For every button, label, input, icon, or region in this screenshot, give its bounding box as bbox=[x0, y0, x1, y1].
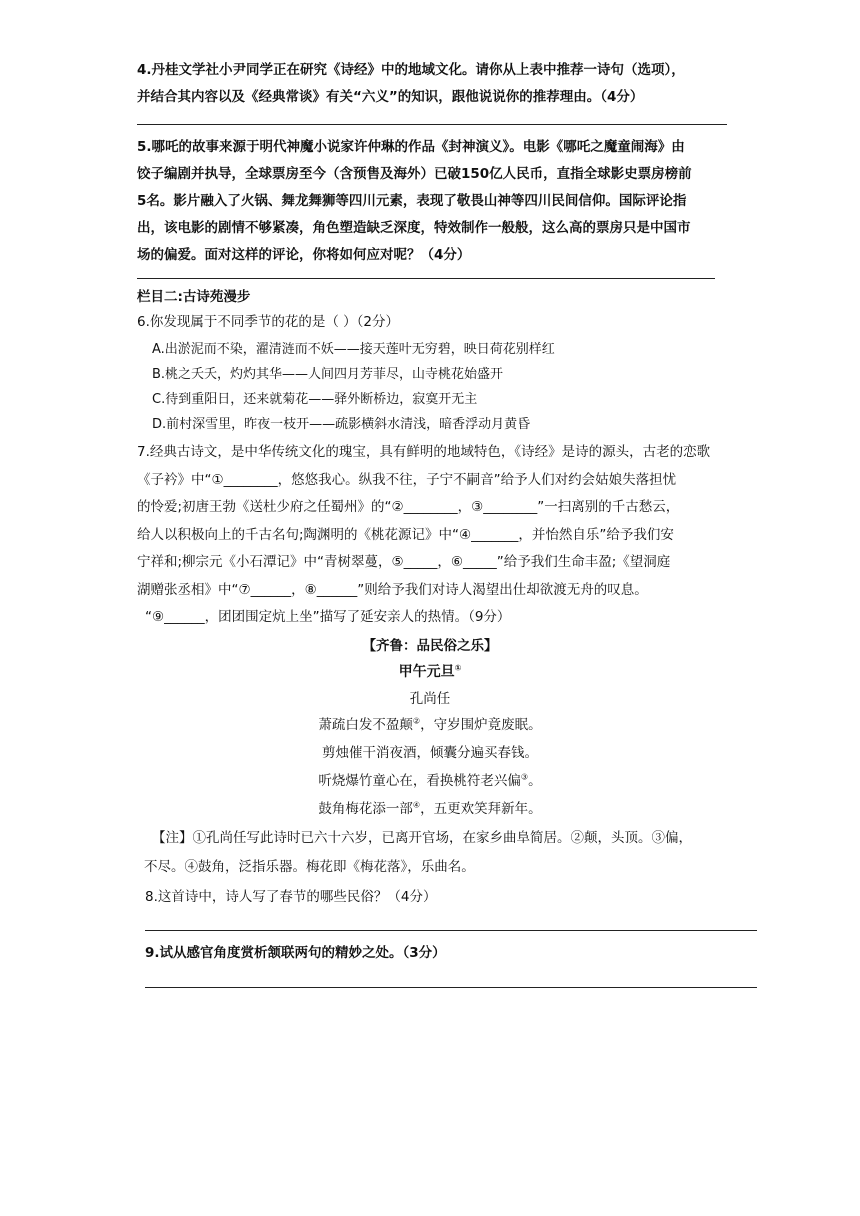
poem-line-4-mark: ④ bbox=[412, 800, 421, 810]
question-7-line-1: 7.经典古诗文，是中华传统文化的瑰宝，具有鲜明的地域特色，《诗经》是诗的源头，古老的恋歌 bbox=[137, 444, 711, 460]
poem-title-text: 甲午元旦 bbox=[398, 664, 455, 680]
option-c: C.待到重阳日，还来就菊花——驿外断桥边，寂寞开无主 bbox=[152, 392, 478, 407]
question-4-line-2: 并结合其内容以及《经典常谈》有关“六义”的知识，跟他说说你的推荐理由。（4分） bbox=[137, 89, 644, 105]
poem-line-1 bbox=[0, 713, 860, 733]
question-5-line-3: 5名。影片融入了火锅、舞龙舞狮等四川元素，表现了敬畏山神等四川民间信仰。国际评论指 bbox=[137, 193, 687, 209]
poem-title bbox=[0, 661, 860, 681]
poem-line-4-rest: ，五更欢笑拜新年。 bbox=[420, 801, 542, 817]
option-a: A.出淤泥而不染，濯清涟而不妖——接天莲叶无穷碧，映日荷花别样红 bbox=[152, 342, 555, 357]
poem-line-2 bbox=[0, 741, 860, 761]
answer-line-5 bbox=[137, 278, 715, 279]
poem-line-3-mark: ③ bbox=[520, 772, 529, 782]
option-b: B.桃之夭夭，灼灼其华——人间四月芳菲尽，山寺桃花始盛开 bbox=[152, 367, 504, 382]
question-5-line-1: 5.哪吒的故事来源于明代神魔小说家许仲琳的作品《封神演义》。电影《哪吒之魔童闹海》由 bbox=[137, 139, 685, 155]
poem-line-4 bbox=[0, 797, 860, 817]
question-6-stem: 6.你发现属于不同季节的花的是（ ）（2分） bbox=[137, 314, 400, 330]
poem-line-3-text: 听烧爆竹童心在，看换桃符老兴偏 bbox=[318, 773, 521, 789]
question-5-line-2: 饺子编剧并执导，全球票房至今（含预售及海外）已破150亿人民币，直指全球影史票房榜前 bbox=[137, 166, 692, 182]
question-5-line-4: 出，该电影的剧情不够紧凑，角色塑造缺乏深度，特效制作一般般，这么高的票房只是中国市 bbox=[137, 220, 691, 236]
section-title: 栏目二:古诗苑漫步 bbox=[137, 289, 251, 305]
poem-title-note-mark: ① bbox=[454, 663, 462, 673]
question-9-stem: 9.试从感官角度赏析颔联两句的精妙之处。（3分） bbox=[145, 945, 446, 961]
question-7-line-7: “⑨______，团团围定炕上坐”描写了延安亲人的热情。（9分） bbox=[145, 609, 511, 625]
poem-line-3 bbox=[0, 769, 860, 789]
poem-line-1-text: 萧疏白发不盈颠 bbox=[318, 717, 413, 733]
question-5-line-5: 场的偏爱。面对这样的评论，你将如何应对呢？（4分） bbox=[137, 247, 471, 263]
poem-line-1-mark: ② bbox=[412, 716, 421, 726]
poem-line-3-rest: 。 bbox=[528, 773, 542, 789]
poem-notes bbox=[144, 824, 692, 882]
question-7-line-4: 给人以积极向上的千古名句;陶渊明的《桃花源记》中“④_______，并怡然自乐”给予我们安 bbox=[137, 526, 674, 543]
poem-author: 孔尚任 bbox=[409, 691, 451, 707]
question-5 bbox=[137, 134, 692, 269]
poem-line-2-text: 剪烛催干消夜酒，倾囊分遍买春钱。 bbox=[322, 745, 538, 761]
poem-note-line-1: 【注】①孔尚任写此诗时已六十六岁，已离开官场，在家乡曲阜简居。②颠，头顶。③偏， bbox=[152, 830, 692, 846]
poem-line-1-rest: ，守岁围炉竟废眠。 bbox=[420, 717, 542, 733]
answer-line-8 bbox=[145, 930, 757, 931]
question-7 bbox=[137, 439, 710, 632]
answer-line-9 bbox=[145, 987, 757, 988]
option-d: D.前村深雪里，昨夜一枝开——疏影横斜水清浅，暗香浮动月黄昏 bbox=[152, 417, 531, 432]
poem-note-line-2: 不尽。④鼓角，泛指乐器。梅花即《梅花落》，乐曲名。 bbox=[144, 859, 475, 875]
question-7-line-2: 《子衿》中“①________，悠悠我心。纵我不往，子宁不嗣音”给予人们对约会姑娘失落担忧 bbox=[137, 471, 677, 488]
question-7-line-5: 宁祥和;柳宗元《小石潭记》中“青树翠蔓，⑤_____，⑥_____”给予我们生命丰盈;《望洞庭 bbox=[137, 554, 671, 570]
poem-line-4-text: 鼓角梅花添一部 bbox=[318, 801, 413, 817]
question-8-stem: 8.这首诗中，诗人写了春节的哪些民俗？（4分） bbox=[145, 889, 437, 905]
question-7-line-6: 湖赠张丞相》中“⑦______，⑧______”则给予我们对诗人渴望出仕却欲渡无舟的叹息。 bbox=[137, 581, 648, 598]
question-4-line-1: 4.丹桂文学社小尹同学正在研究《诗经》中的地域文化。请你从上表中推荐一诗句（选项）， bbox=[137, 62, 685, 78]
question-7-line-3: 的怜爱;初唐王勃《送杜少府之任蜀州》的“②________，③________”一扫离别的千古愁云， bbox=[137, 499, 680, 515]
question-4 bbox=[137, 57, 685, 111]
poem-section-title: 【齐鲁：品民俗之乐】 bbox=[362, 638, 498, 654]
answer-line-4 bbox=[137, 124, 727, 125]
